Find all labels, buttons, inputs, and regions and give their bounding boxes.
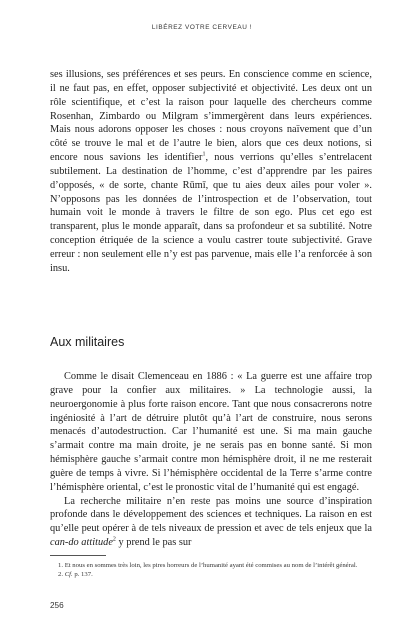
paragraph-military-research bbox=[50, 495, 372, 550]
footnote-2 bbox=[50, 570, 372, 579]
running-head: LIBÉREZ VOTRE CERVEAU ! bbox=[151, 24, 253, 31]
footnote-2-number: 2. bbox=[58, 571, 64, 578]
footnote-1: 1. Et nous en sommes très loin, les pires horreurs de l’humanité ayant été commises au nom de l’intérêt général. bbox=[58, 562, 358, 569]
paragraph-3-text-b: y prend le pas sur bbox=[115, 537, 192, 549]
paragraph-1-text-b: , nous verrions qu’elles s’entrelacent subtilement. La destination de l’homme, c’est d’apprendre par les paires d’opposés, « de sorte, chante Rūmī, que tu aies deux ailes pour voler ». N’opposons pas les données de l’introspection et de l’observation, tout humain voit le monde à travers le filtre de son ego. Plus cet ego est transparent, plus le monde apparaît, dans sa profondeur et sa subtilité. Notre conception étriquée de la science a voulu castrer toute subjectivité. Grave erreur : non seulement elle n’y est pas parvenue, mais elle l’a renforcée à son insu. bbox=[50, 152, 372, 274]
footnote-separator bbox=[50, 555, 106, 556]
paragraph-clemenceau: Comme le disait Clemenceau en 1886 : « La guerre est une affaire trop grave pour la confier aux militaires. » La technologie aussi, la neuroergonomie à plus forte raison encore. Tant que nous consacrerons notre ingéniosité à l’art de détruire plutôt qu’à l’art de construire, nous serons menacés d’autodestruction. Car l’humanité est une. Si ma main gauche s’armait contre ma main droite, je ne serais pas en bonne santé. Si mon hémisphère gauche s’armait contre mon hémisphère droit, il ne me resterait guère de temps à vivre. Si l’hémisphère occidental de la Terre s’arme contre l’hémisphère oriental, c’est le pronostic vital de l’humanité qui est engagé. bbox=[50, 371, 372, 493]
footnote-2-cf: Cf. bbox=[64, 571, 73, 578]
can-do-attitude-phrase: can-do attitude bbox=[50, 537, 113, 549]
footnote-ref-2[interactable]: 2 bbox=[112, 536, 116, 543]
text-block-military bbox=[50, 370, 372, 550]
footnote-2-page: p. 137. bbox=[74, 571, 93, 578]
text-block-top bbox=[50, 68, 372, 276]
paragraph-3-text-a: La recherche militaire n’en reste pas moins une source d’inspiration profonde dans le développement des sciences et techniques. La raison en est qu’elle peut opérer à de tels niveaux de pression et avec de tels enjeux que la bbox=[50, 495, 372, 535]
paragraph-1-text-a: ses illusions, ses préférences et ses peurs. En conscience comme en science, il ne faut pas, en effet, opposer subjectivité et objectivité. Les deux ont un rôle scientifique, et c’est la raison pour laquelle des chercheurs comme Rosenhan, Zimbardo ou Milgram s’immergèrent dans leurs expériences. Mais nous adorons opposer les choses : nous croyons naïvement que d’un côté se trouve le mal et de l’autre le bien, alors que ces deux notions, si encore nous savions les identifier bbox=[50, 69, 372, 164]
footnotes bbox=[50, 561, 372, 579]
paragraph-illusions bbox=[50, 68, 372, 276]
footnote-ref-1[interactable]: 1 bbox=[202, 151, 206, 158]
section-heading: Aux militaires bbox=[50, 335, 125, 349]
page-number: 256 bbox=[50, 601, 64, 610]
